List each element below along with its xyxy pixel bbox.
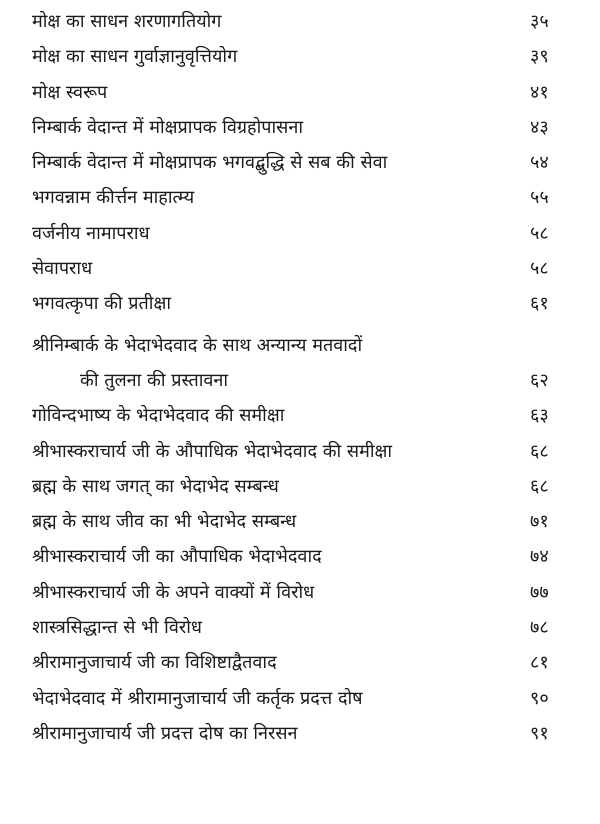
toc-entry-title: श्रीनिम्बार्क के भेदाभेदवाद के साथ अन्यान्य मतवादों (32, 334, 363, 356)
toc-entry (32, 216, 578, 251)
toc-entry-title: वर्जनीय नामापराध (32, 222, 150, 244)
toc-entry (32, 645, 578, 680)
toc-entry-page: ८१ (530, 652, 549, 674)
toc-entry-page: ७४ (530, 546, 549, 568)
toc-entry-title: श्रीभास्कराचार्य जी के अपने वाक्यों में विरोध (32, 581, 315, 603)
toc-entry (32, 39, 578, 74)
toc-entry-page: ३९ (530, 46, 549, 68)
toc-entry-page: ६३ (530, 405, 549, 427)
toc-entry-continuation (32, 363, 578, 398)
toc-entry-title: भगवन्नाम कीर्त्तन माहात्म्य (32, 187, 195, 209)
toc-entry-page: ४१ (530, 81, 549, 103)
toc-entry-page: ६२ (530, 369, 549, 391)
toc-entry-title: श्रीरामानुजाचार्य जी का विशिष्टाद्वैतवाद (32, 652, 277, 674)
toc-entry-page: ७८ (530, 617, 549, 639)
toc-entry (32, 145, 578, 180)
toc-entry-title: मोक्ष का साधन गुर्वाज्ञानुवृत्तियोग (32, 46, 238, 68)
toc-entry-page: ९० (530, 687, 549, 709)
toc-entry (32, 469, 578, 504)
toc-entry-page: ९१ (530, 722, 549, 744)
toc-entry (32, 610, 578, 645)
toc-entry (32, 4, 578, 39)
toc-entry-title: की तुलना की प्रस्तावना (80, 369, 229, 391)
toc-entry-page: ७७ (530, 581, 549, 603)
toc-entry-page: ५८ (530, 222, 549, 244)
toc-entry-title: मोक्ष स्वरूप (32, 81, 108, 103)
toc-entry-title: निम्बार्क वेदान्त में मोक्षप्रापक विग्रहोपासना (32, 116, 303, 138)
toc-entry (32, 75, 578, 110)
toc-entry (32, 716, 578, 751)
toc-entry (32, 180, 578, 215)
toc-entry-title: सेवापराध (32, 258, 93, 280)
toc-entry (32, 434, 578, 469)
toc-entry-title: ब्रह्म के साथ जीव का भी भेदाभेद सम्बन्ध (32, 511, 297, 533)
toc-entry (32, 504, 578, 539)
toc-entry (32, 251, 578, 286)
toc-entry-title: श्रीरामानुजाचार्य जी प्रदत्त दोष का निरसन (32, 722, 298, 744)
toc-entry-title: ब्रह्म के साथ जगत् का भेदाभेद सम्बन्ध (32, 475, 279, 497)
toc-entry (32, 398, 578, 433)
toc-entry-title: शास्त्रसिद्धान्त से भी विरोध (32, 617, 202, 639)
toc-entry-page: ६८ (530, 475, 549, 497)
toc-entry (32, 328, 578, 363)
toc-entry (32, 575, 578, 610)
table-of-contents (32, 4, 578, 751)
toc-entry-title: श्रीभास्कराचार्य जी का औपाधिक भेदाभेदवाद (32, 546, 322, 568)
toc-entry (32, 286, 578, 321)
toc-entry-title: मोक्ष का साधन शरणागतियोग (32, 11, 222, 32)
toc-entry-page: ७१ (530, 511, 549, 533)
toc-entry-title: गोविन्दभाष्य के भेदाभेदवाद की समीक्षा (32, 405, 285, 427)
toc-entry (32, 110, 578, 145)
toc-entry-page: ६८ (530, 440, 549, 462)
toc-entry (32, 539, 578, 574)
toc-entry-page: ३५ (530, 11, 549, 32)
toc-entry-page: ५८ (530, 258, 549, 280)
toc-entry-page: ६१ (530, 293, 549, 315)
toc-entry-page: ५५ (530, 187, 549, 209)
toc-entry-title: भगवत्कृपा की प्रतीक्षा (32, 293, 172, 315)
toc-entry (32, 681, 578, 716)
toc-entry-page: ५४ (530, 152, 549, 174)
toc-entry-title: भेदाभेदवाद में श्रीरामानुजाचार्य जी कर्तृक प्रदत्त दोष (32, 687, 363, 709)
toc-entry-title: निम्बार्क वेदान्त में मोक्षप्रापक भगवद्बुद्धि से सब की सेवा (32, 152, 388, 174)
toc-entry-title: श्रीभास्कराचार्य जी के औपाधिक भेदाभेदवाद की समीक्षा (32, 440, 393, 462)
toc-entry-page: ४३ (530, 116, 549, 138)
